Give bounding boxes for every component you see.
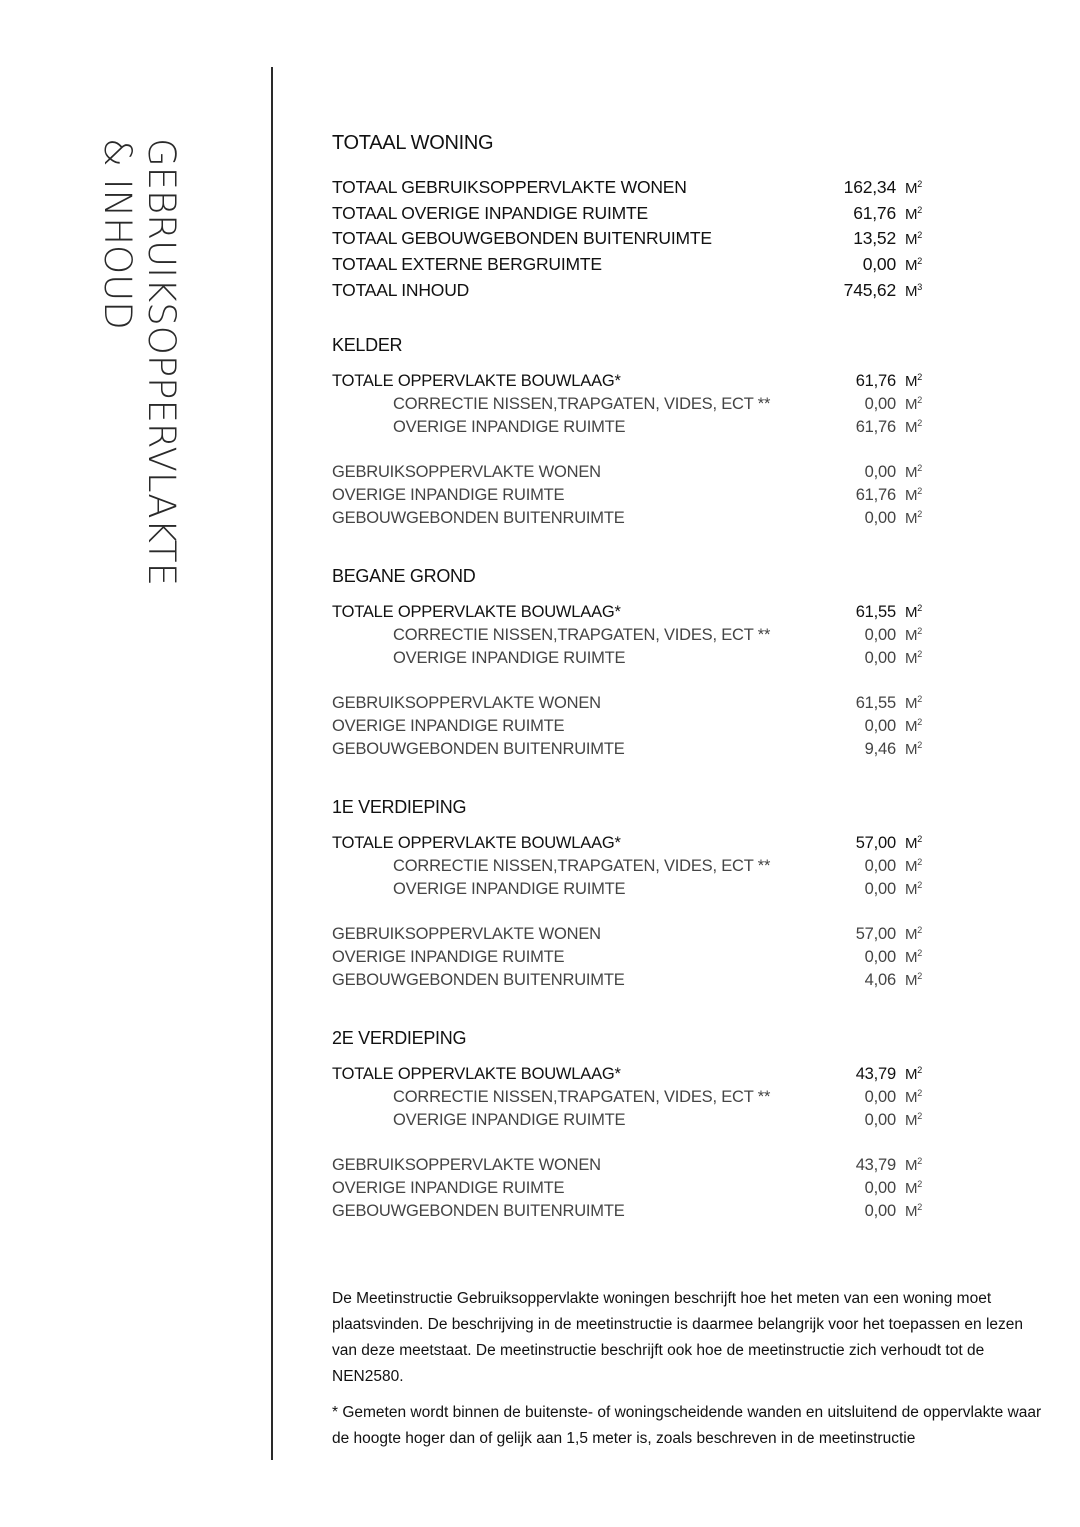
row-unit: $M^2$ [905,1065,923,1084]
floor-title: BEGANE GROND [332,566,476,587]
row-value: 61,76 [855,486,896,505]
row-unit: $M^2$ [905,486,923,505]
row-label: OVERIGE INPANDIGE RUIMTE [393,880,626,899]
totals-title: TOTAAL WONING [332,132,494,154]
row-label: CORRECTIE NISSEN,TRAPGATEN, VIDES, ECT ** [393,1088,771,1107]
floor-row-buiten [332,740,1042,763]
row-label: TOTAAL INHOUD [332,279,470,300]
floor-row-buiten [332,971,1042,994]
row-unit: $M^2$ [905,256,923,275]
row-label: OVERIGE INPANDIGE RUIMTE [393,418,626,437]
row-unit: $M^2$ [905,1088,923,1107]
floor-row-buiten [332,1202,1042,1225]
row-label: CORRECTIE NISSEN,TRAPGATEN, VIDES, ECT ** [393,857,771,876]
floor-row-gebruik [332,925,1042,948]
floor-section [332,797,1042,994]
floor-row-correctie [332,857,1042,880]
floor-section [332,566,1042,763]
floor-row-overig [332,486,1042,509]
row-unit: $M^2$ [905,179,923,197]
row-value: 61,55 [855,694,896,713]
totals-row [332,177,1042,203]
floor-row-correctie [332,626,1042,649]
row-unit: $M^2$ [905,395,923,414]
row-label: OVERIGE INPANDIGE RUIMTE [332,486,565,505]
totals-row [332,228,1042,254]
row-label: OVERIGE INPANDIGE RUIMTE [393,649,626,668]
row-value: 0,00 [864,880,896,899]
floor-section [332,335,1042,532]
floor-title: 1E VERDIEPING [332,797,467,818]
row-value: 43,79 [855,1065,896,1084]
row-unit: $M^2$ [905,463,923,482]
row-unit: $M^2$ [905,880,923,899]
row-label: OVERIGE INPANDIGE RUIMTE [332,948,565,967]
row-label: TOTALE OPPERVLAKTE BOUWLAAG* [332,834,621,853]
row-label: GEBOUWGEBONDEN BUITENRUIMTE [332,1202,625,1221]
row-label: TOTAAL GEBOUWGEBONDEN BUITENRUIMTE [332,228,712,249]
side-title-line1: GEBRUIKSOPPERVLAKTE [140,138,183,586]
floor-row-overig [332,948,1042,971]
row-unit: $M^2$ [905,603,923,622]
floor-row-total [332,603,1042,626]
floor-row-total [332,834,1042,857]
row-label: OVERIGE INPANDIGE RUIMTE [332,717,565,736]
row-unit: $M^2$ [905,740,923,759]
row-label: CORRECTIE NISSEN,TRAPGATEN, VIDES, ECT ** [393,395,771,414]
row-value: 745,62 [843,279,896,300]
row-value: 57,00 [855,925,896,944]
totals-row [332,254,1042,280]
row-value: 0,00 [864,509,896,528]
row-value: 0,00 [864,1202,896,1221]
row-unit: $M^2$ [905,857,923,876]
floor-row-correctie [332,395,1042,418]
row-value: 0,00 [864,1111,896,1130]
floor-row-total [332,1065,1042,1088]
totals-row [332,280,1042,306]
row-unit: $M^2$ [905,694,923,713]
row-value: 0,00 [864,395,896,414]
row-value: 61,76 [855,418,896,437]
row-value: 0,00 [864,626,896,645]
row-value: 0,00 [864,1088,896,1107]
row-label: GEBOUWGEBONDEN BUITENRUIMTE [332,509,625,528]
row-unit: $M^2$ [905,418,923,437]
row-label: GEBRUIKSOPPERVLAKTE WONEN [332,925,601,944]
row-label: TOTALE OPPERVLAKTE BOUWLAAG* [332,603,621,622]
row-value: 0,00 [864,649,896,668]
row-value: 0,00 [864,463,896,482]
row-value: 0,00 [864,1179,896,1198]
row-unit: $M^2$ [905,372,923,391]
row-label: GEBRUIKSOPPERVLAKTE WONEN [332,694,601,713]
row-value: 13,52 [853,228,896,249]
note-paragraph: De Meetinstructie Gebruiksoppervlakte woningen beschrijft hoe het meten van een woning moet plaatsvinden. De beschrijving in de meetinstructie is daarmee belangrijk voor het toepassen en lezen van deze meetstaat. De meetinstructie beschrijft ook hoe de meetinstructie zich verhoudt tot de NEN2580. [332,1290,1024,1385]
vertical-divider [271,67,273,1460]
floor-row-buiten [332,509,1042,532]
row-unit: $M^2$ [905,1202,923,1221]
totals-row [332,203,1042,229]
row-value: 0,00 [864,948,896,967]
note-footnote: * Gemeten wordt binnen de buitenste- of woningscheidende wanden en uitsluitend de oppervlakte waar de hoogte hoger dan of gelijk aan 1,5 meter is, zoals beschreven in de meetinstructie [332,1404,1042,1447]
floor-row-overig [332,717,1042,740]
row-value: 162,34 [843,177,896,197]
row-unit: $M^2$ [905,971,923,990]
row-value: 9,46 [864,740,896,759]
row-value: 61,76 [853,202,896,223]
row-unit: $M^2$ [905,948,923,967]
row-unit: $M^2$ [905,1156,923,1175]
floor-title: 2E VERDIEPING [332,1028,467,1049]
row-label: CORRECTIE NISSEN,TRAPGATEN, VIDES, ECT ** [393,626,771,645]
row-value: 57,00 [855,834,896,853]
floor-row-correctie [332,1088,1042,1111]
row-label: GEBRUIKSOPPERVLAKTE WONEN [332,1156,601,1175]
row-unit: $M^2$ [905,204,923,223]
row-value: 61,55 [855,603,896,622]
row-label: GEBRUIKSOPPERVLAKTE WONEN [332,463,601,482]
content [332,132,1042,1225]
floor-title: KELDER [332,335,403,356]
row-label: OVERIGE INPANDIGE RUIMTE [332,1179,565,1198]
row-label: TOTALE OPPERVLAKTE BOUWLAAG* [332,1065,621,1084]
totals-table [332,177,1042,305]
row-label: TOTAAL GEBRUIKSOPPERVLAKTE WONEN [332,177,687,197]
notes [332,1286,1042,1462]
row-unit: $M^2$ [905,717,923,736]
row-label: TOTALE OPPERVLAKTE BOUWLAAG* [332,372,621,391]
floor-row-overig-sub [332,418,1042,441]
row-value: 4,06 [864,971,896,990]
floor-row-overig-sub [332,880,1042,903]
row-label: TOTAAL OVERIGE INPANDIGE RUIMTE [332,202,648,223]
side-title [93,138,193,668]
row-unit: $M^2$ [905,509,923,528]
floor-row-overig [332,1179,1042,1202]
floor-row-overig-sub [332,649,1042,672]
side-title-line2: & INHOUD [96,138,139,330]
row-label: TOTAAL EXTERNE BERGRUIMTE [332,254,602,275]
row-value: 43,79 [855,1156,896,1175]
row-label: GEBOUWGEBONDEN BUITENRUIMTE [332,740,625,759]
row-label: OVERIGE INPANDIGE RUIMTE [393,1111,626,1130]
row-unit: $M^2$ [905,925,923,944]
row-value: 0,00 [864,857,896,876]
row-unit: $M^3$ [905,281,923,300]
row-unit: $M^2$ [905,626,923,645]
row-unit: $M^2$ [905,649,923,668]
row-value: 0,00 [862,254,896,275]
floors [332,335,1042,1225]
row-unit: $M^2$ [905,834,923,853]
floor-row-total [332,372,1042,395]
row-unit: $M^2$ [905,230,923,249]
floor-row-gebruik [332,1156,1042,1179]
row-unit: $M^2$ [905,1179,923,1198]
row-value: 0,00 [864,717,896,736]
floor-row-overig-sub [332,1111,1042,1134]
row-unit: $M^2$ [905,1111,923,1130]
floor-row-gebruik [332,463,1042,486]
floor-row-gebruik [332,694,1042,717]
row-label: GEBOUWGEBONDEN BUITENRUIMTE [332,971,625,990]
row-value: 61,76 [855,372,896,391]
floor-section [332,1028,1042,1225]
